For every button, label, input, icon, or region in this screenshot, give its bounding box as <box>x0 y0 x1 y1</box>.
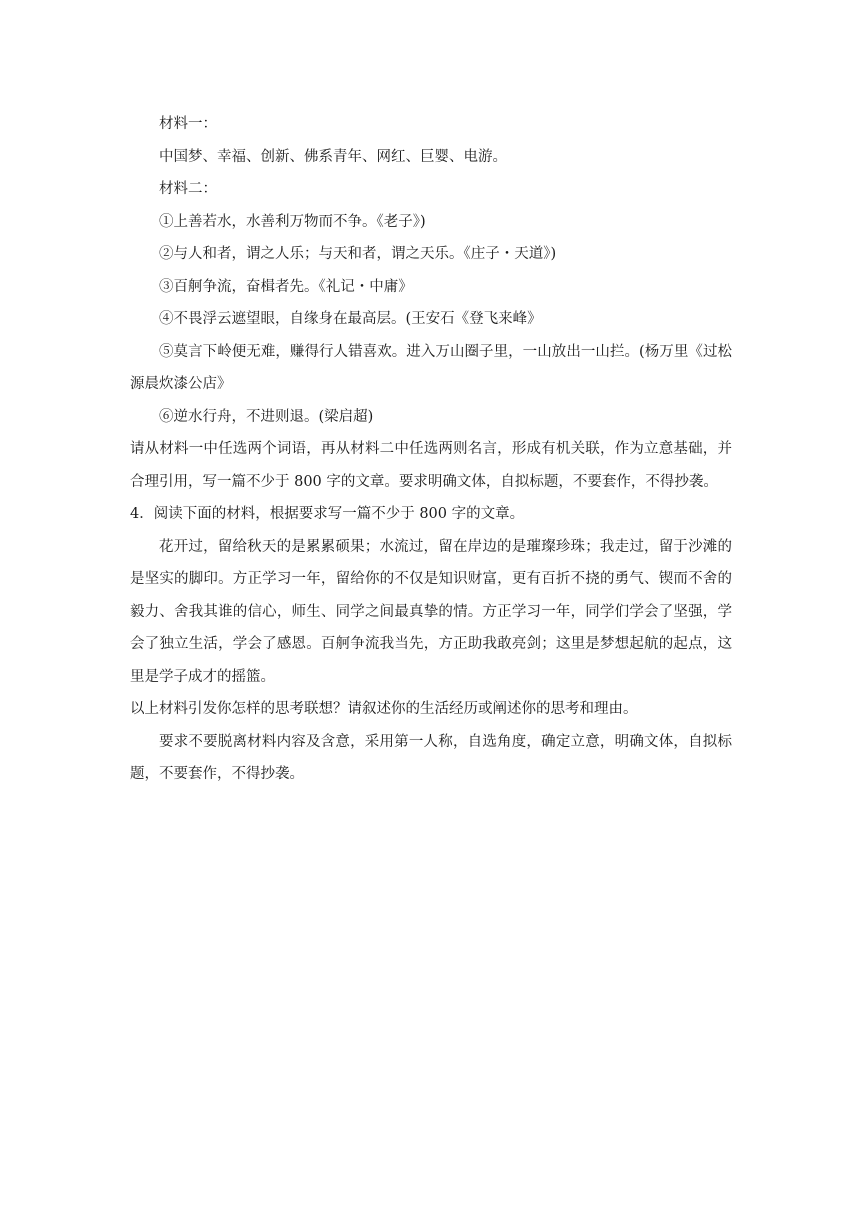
quote-6: ⑥逆水行舟，不进则退。(梁启超) <box>159 408 374 425</box>
document-body <box>130 108 732 791</box>
quote-1: ①上善若水，水善利万物而不争。《老子》) <box>159 213 426 230</box>
question-4-heading: 4．阅读下面的材料，根据要求写一篇不少于 800 字的文章。 <box>130 506 525 522</box>
question-4-requirements: 要求不要脱离材料内容及含意，采用第一人称，自选角度，确定立意，明确文体，自拟标题，不要套作，不得抄袭。 <box>130 733 732 782</box>
quote-5: ⑤莫言下岭便无难，赚得行人错喜欢。进入万山圈子里，一山放出一山拦。(杨万里《过松源晨炊漆公店》 <box>130 343 732 392</box>
question-4-material: 花开过，留给秋天的是累累硕果；水流过，留在岸边的是璀璨珍珠；我走过，留于沙滩的是坚实的脚印。方正学习一年，留给你的不仅是知识财富，更有百折不挠的勇气、锲而不舍的毅力、舍我其谁的信心，师生、同学之间最真挚的情。方正学习一年，同学们学会了坚强，学会了独立生活，学会了感恩。百舸争流我当先，方正助我敢亮剑；这里是梦想起航的起点，这里是学子成才的摇篮。 <box>130 538 732 685</box>
quote-2: ②与人和者，谓之人乐；与天和者，谓之天乐。《庄子・天道》) <box>159 246 557 262</box>
quote-4: ④不畏浮云遮望眼，自缘身在最高层。(王安石《登飞来峰》 <box>159 311 542 327</box>
question-4-prompt: 以上材料引发你怎样的思考联想？请叙述你的生活经历或阐述你的思考和理由。 <box>130 701 638 717</box>
task-3-instructions: 请从材料一中任选两个词语，再从材料二中任选两则名言，形成有机关联，作为立意基础，并合理引用，写一篇不少于 800 字的文章。要求明确文体，自拟标题，不要套作，不得抄袭。 <box>130 441 732 490</box>
material-1-words: 中国梦、幸福、创新、佛系青年、网红、巨婴、电游。 <box>159 148 507 165</box>
material-1-heading: 材料一： <box>159 116 217 132</box>
material-2-heading: 材料二： <box>159 181 217 197</box>
quote-3: ③百舸争流，奋楫者先。《礼记・中庸》 <box>159 278 413 295</box>
